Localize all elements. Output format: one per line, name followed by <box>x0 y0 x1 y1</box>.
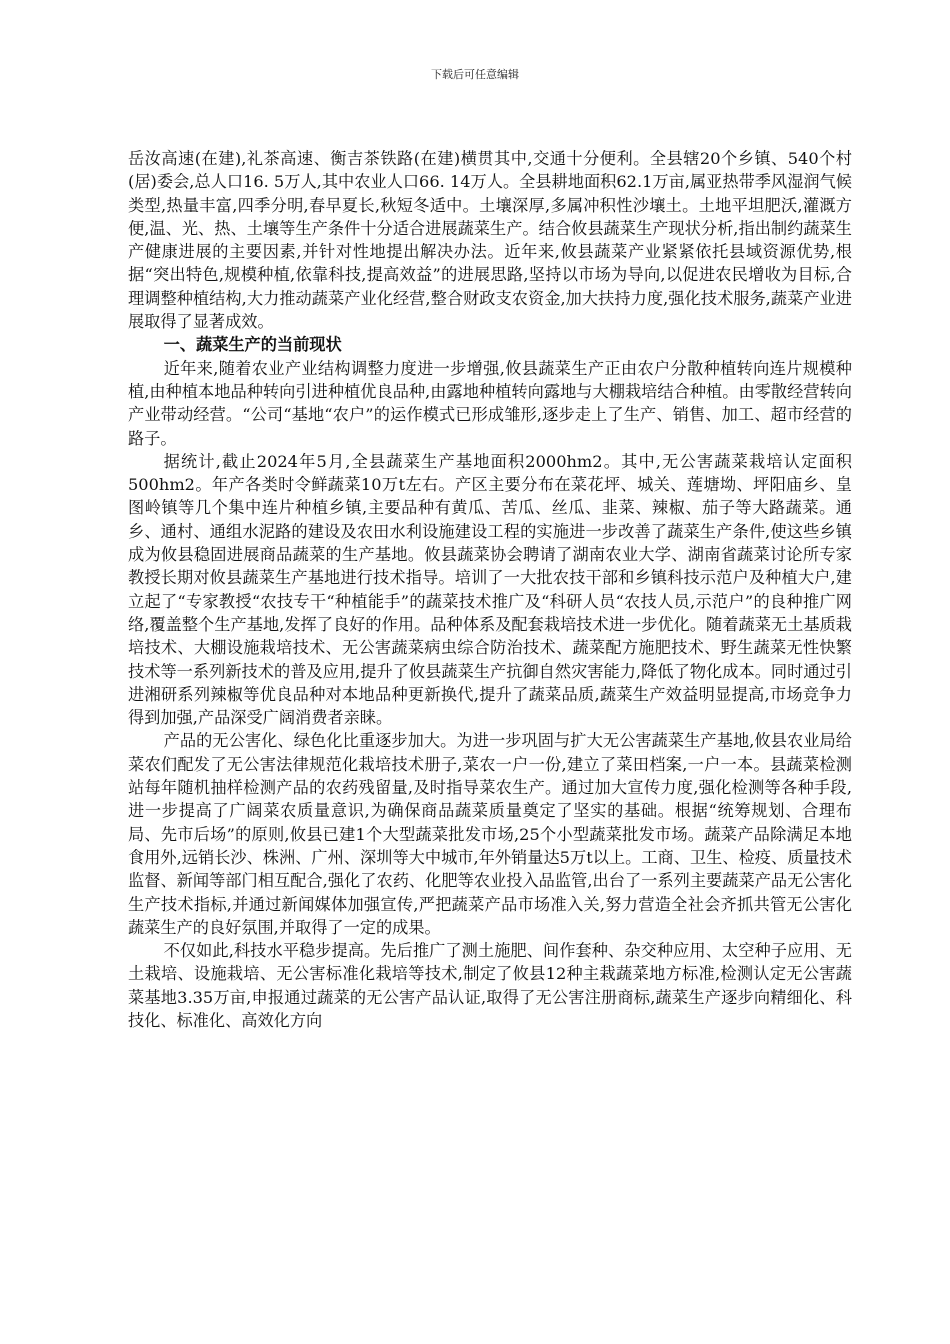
document-body <box>128 147 852 1032</box>
page-header: 下载后可任意编辑 <box>431 68 519 81</box>
intro-paragraph: 岳汝高速(在建),礼茶高速、衡吉茶铁路(在建)横贯其中,交通十分便利。全县辖20个乡镇、540个村(居)委会,总人口16. 5万人,其中农业人口66. 14万人。全县耕地面积62.1万亩,属亚热带季风湿润气候类型,热量丰富,四季分明,春早夏长,秋短冬适中。土壤深厚,多属冲积性沙壤土。土地平坦肥沃,灌溉方便,温、光、热、土壤等生产条件十分适合进展蔬菜生产。结合攸县蔬菜生产现状分析,指出制约蔬菜生产健康进展的主要因素,并针对性地提出解决办法。近年来,攸县蔬菜产业紧紧依托县域资源优势,根据“突出特色,规模种植,依靠科技,提高效益”的进展思路,坚持以市场为导向,以促进农民增收为目标,合理调整种植结构,大力推动蔬菜产业化经营,整合财政支农资金,加大扶持力度,强化技术服务,蔬菜产业进展取得了显著成效。 <box>128 149 852 332</box>
paragraph-3: 产品的无公害化、绿色化比重逐步加大。为进一步巩固与扩大无公害蔬菜生产基地,攸县农业局给菜农们配发了无公害法律规范化栽培技术册子,菜农一户一份,建立了菜田档案,一户一本。县蔬菜检测站每年随机抽样检测产品的农药残留量,及时指导菜农生产。通过加大宣传力度,强化检测等各种手段,进一步提高了广阔菜农质量意识,为确保商品蔬菜质量奠定了坚实的基础。根据“统筹规划、合理布局、先市后场”的原则,攸县已建1个大型蔬菜批发市场,25个小型蔬菜批发市场。蔬菜产品除满足本地食用外,远销长沙、株洲、广州、深圳等大中城市,年外销量达5万t以上。工商、卫生、检疫、质量技术监督、新闻等部门相互配合,强化了农药、化肥等农业投入品监管,出台了一系列主要蔬菜产品无公害化生产技术指标,并通过新闻媒体加强宣传,严把蔬菜产品市场准入关,努力营造全社会齐抓共管无公害化蔬菜生产的良好氛围,并取得了一定的成果。 <box>128 731 852 937</box>
section-heading: 一、蔬菜生产的当前现状 <box>163 335 342 355</box>
paragraph-1: 近年来,随着农业产业结构调整力度进一步增强,攸县蔬菜生产正由农户分散种植转向连片规模种植,由种植本地品种转向引进种植优良品种,由露地种植转向露地与大棚栽培结合种植。由零散经营转向产业带动经营。“公司“基地“农户”的运作模式已形成雏形,逐步走上了生产、销售、加工、超市经营的路子。 <box>128 358 852 448</box>
paragraph-4: 不仅如此,科技水平稳步提高。先后推广了测土施肥、间作套种、杂交种应用、太空种子应用、无土栽培、设施栽培、无公害标准化栽培等技术,制定了攸县12种主栽蔬菜地方标准,检测认定无公害蔬菜基地3.35万亩,申报通过蔬菜的无公害产品认证,取得了无公害注册商标,蔬菜生产逐步向精细化、科技化、标准化、高效化方向 <box>128 941 852 1030</box>
paragraph-2: 据统计,截止2024年5月,全县蔬菜生产基地面积2000hm2。其中,无公害蔬菜栽培认定面积500hm2。年产各类时令鲜蔬菜10万t左右。产区主要分布在菜花坪、城关、莲塘坳、坪阳庙乡、皇图岭镇等几个集中连片种植乡镇,主要品种有黄瓜、苦瓜、丝瓜、韭菜、辣椒、茄子等大路蔬菜。通乡、通村、通组水泥路的建设及农田水利设施建设工程的实施进一步改善了蔬菜生产条件,使这些乡镇成为攸县稳固进展商品蔬菜的生产基地。攸县蔬菜协会聘请了湖南农业大学、湖南省蔬菜讨论所专家教授长期对攸县蔬菜生产基地进行技术指导。培训了一大批农技干部和乡镇科技示范户及种植大户,建立起了“专家教授“农技专干“种植能手”的蔬菜技术推广及“科研人员“农技人员,示范户”的良种推广网络,覆盖整个生产基地,发挥了良好的作用。品种体系及配套栽培技术进一步优化。随着蔬菜无土基质栽培技术、大棚设施栽培技术、无公害蔬菜病虫综合防治技术、蔬菜配方施肥技术、野生蔬菜无性快繁技术等一系列新技术的普及应用,提升了攸县蔬菜生产抗御自然灾害能力,降低了物化成本。同时通过引进湘研系列辣椒等优良品种对本地品种更新换代,提升了蔬菜品质,蔬菜生产效益明显提高,市场竞争力得到加强,产品深受广阔消费者亲睐。 <box>128 451 852 728</box>
